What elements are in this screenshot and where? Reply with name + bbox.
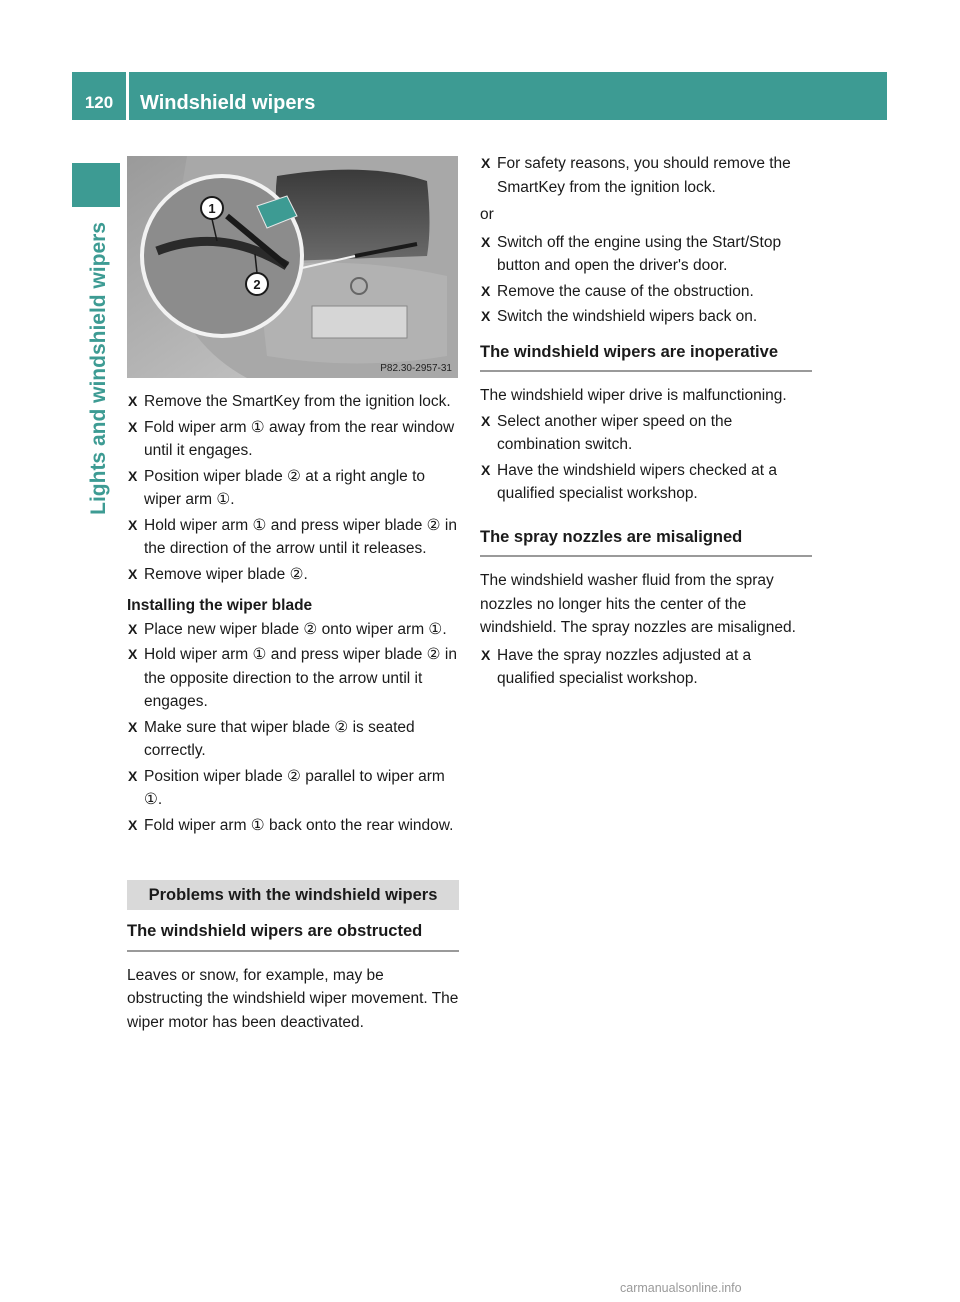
wiper-figure bbox=[127, 156, 458, 378]
step-item: X Switch the windshield wipers back on. bbox=[480, 305, 812, 329]
page-title: Windshield wipers bbox=[140, 92, 316, 114]
obstructed-text: Leaves or snow, for example, may be obstructing the windshield wiper movement. The wiper motor has been deactivated. bbox=[127, 966, 459, 1031]
callout-1: 1 bbox=[208, 201, 216, 216]
step-marker-icon: X bbox=[128, 418, 138, 435]
step-item: X Hold wiper arm ① and press wiper blade ② in the opposite direction to the arrow until it engages. bbox=[127, 643, 459, 714]
installing-steps bbox=[127, 618, 459, 838]
callout-2: 2 bbox=[253, 277, 261, 292]
step-marker-icon: X bbox=[128, 767, 138, 784]
step-marker-icon: X bbox=[128, 516, 138, 533]
step-item: X Position wiper blade ② at a right angle to wiper arm ①. bbox=[127, 465, 459, 512]
step-marker-icon: X bbox=[481, 461, 491, 478]
side-tab-label: Lights and windshield wipers bbox=[87, 222, 110, 515]
step-item: X Remove the cause of the obstruction. bbox=[480, 280, 812, 304]
or-label: or bbox=[480, 206, 494, 223]
side-tab bbox=[84, 222, 114, 642]
nozzles-heading: The spray nozzles are misaligned bbox=[480, 526, 812, 558]
page-number: 120 bbox=[84, 93, 114, 112]
step-marker-icon: X bbox=[481, 155, 491, 171]
step-marker-icon: X bbox=[128, 620, 138, 637]
inoperative-heading: The windshield wipers are inoperative bbox=[480, 341, 812, 373]
step-item: X Place new wiper blade ② onto wiper arm ①. bbox=[127, 618, 459, 642]
inoperative-steps bbox=[480, 410, 812, 506]
figure-code: P82.30-2957-31 bbox=[380, 363, 452, 374]
step-marker-icon: X bbox=[128, 718, 138, 735]
step-item: X Remove wiper blade ②. bbox=[127, 563, 459, 587]
page-header bbox=[72, 72, 887, 120]
step-item: X Remove the SmartKey from the ignition lock. bbox=[127, 390, 459, 414]
installing-heading: Installing the wiper blade bbox=[127, 597, 313, 614]
problems-section-heading: Problems with the windshield wipers bbox=[127, 880, 459, 910]
step-item: X Have the windshield wipers checked at a qualified specialist workshop. bbox=[480, 459, 812, 506]
step-marker-icon: X bbox=[481, 282, 491, 299]
right-column bbox=[480, 152, 812, 691]
nozzles-steps bbox=[480, 644, 812, 691]
obstruction-steps bbox=[480, 152, 812, 199]
inoperative-text: The windshield wiper drive is malfunctioning. bbox=[480, 387, 787, 404]
step-item: X Switch off the engine using the Start/Stop button and open the driver's door. bbox=[480, 231, 812, 278]
step-marker-icon: X bbox=[128, 565, 138, 582]
step-marker-icon: X bbox=[128, 467, 138, 484]
step-marker-icon: X bbox=[128, 646, 138, 662]
obstruction-steps-alt bbox=[480, 231, 812, 329]
step-item: X For safety reasons, you should remove the SmartKey from the ignition lock. bbox=[480, 152, 812, 199]
step-marker-icon: X bbox=[128, 816, 138, 833]
step-item: X Select another wiper speed on the combination switch. bbox=[480, 410, 812, 457]
step-item: X Position wiper blade ② parallel to wiper arm ①. bbox=[127, 765, 459, 812]
step-marker-icon: X bbox=[481, 646, 491, 663]
watermark: carmanualsonline.info bbox=[620, 1281, 742, 1295]
left-column bbox=[127, 156, 459, 1034]
step-item: X Fold wiper arm ① away from the rear window until it engages. bbox=[127, 416, 459, 463]
header-divider bbox=[126, 72, 129, 120]
step-marker-icon: X bbox=[481, 308, 491, 324]
step-marker-icon: X bbox=[481, 412, 491, 429]
step-item: X Hold wiper arm ① and press wiper blade ② in the direction of the arrow until it releases. bbox=[127, 514, 459, 561]
rear-wiper-illustration bbox=[127, 156, 458, 378]
step-marker-icon: X bbox=[481, 233, 491, 250]
step-item: X Fold wiper arm ① back onto the rear window. bbox=[127, 814, 459, 838]
step-item: X Have the spray nozzles adjusted at a qualified specialist workshop. bbox=[480, 644, 812, 691]
obstructed-heading: The windshield wipers are obstructed bbox=[127, 920, 459, 952]
removal-steps bbox=[127, 390, 459, 586]
nozzles-text: The windshield washer fluid from the spray nozzles no longer hits the center of the windshield. The spray nozzles are misaligned. bbox=[480, 572, 796, 636]
step-marker-icon: X bbox=[128, 393, 138, 409]
side-tab-marker bbox=[72, 163, 120, 207]
step-item: X Make sure that wiper blade ② is seated correctly. bbox=[127, 716, 459, 763]
